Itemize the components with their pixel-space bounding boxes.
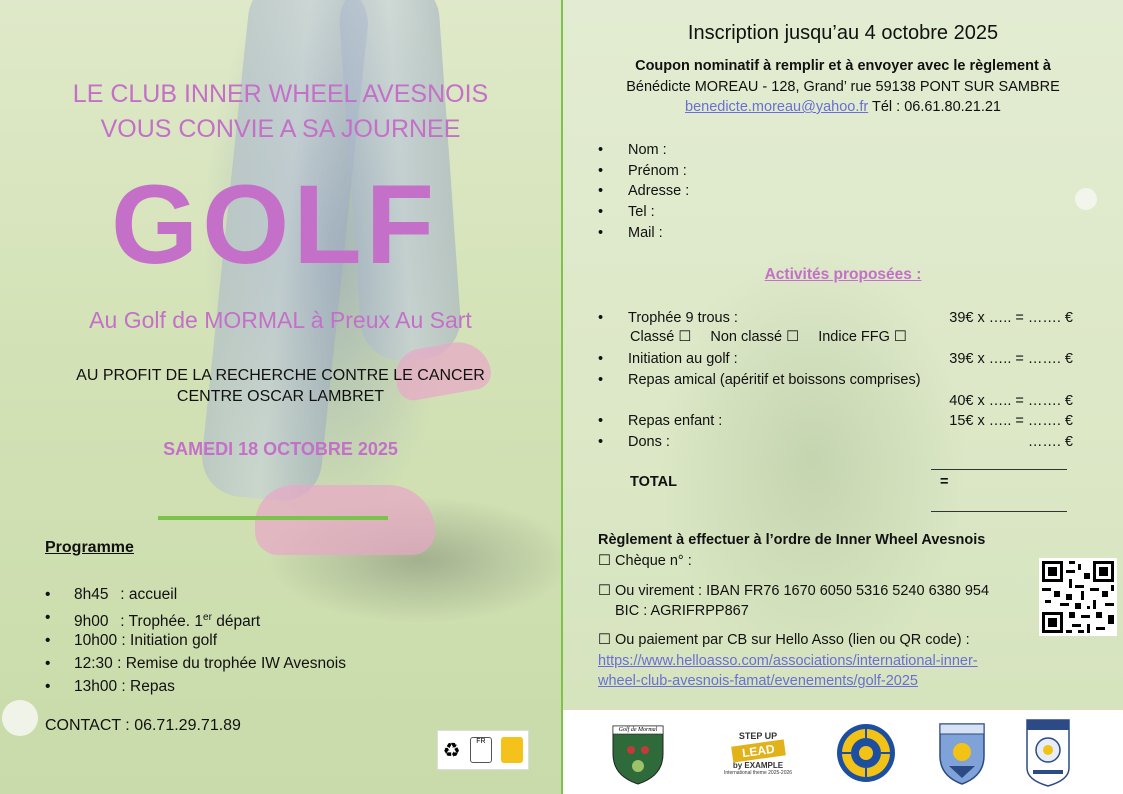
programme-item: • 10h00 : Initiation golf [45,629,346,652]
option-non-classe[interactable]: Non classé ☐ [710,329,800,345]
inner-wheel-district-logo [937,720,987,786]
divider-bar [158,516,388,520]
background-shoe-left [255,485,435,555]
theme-text: International theme 2025-2026 [723,769,793,776]
golf-ball-image [2,700,38,736]
registration-deadline: Inscription jusqu’au 4 octobre 2025 [687,22,999,44]
total-line-top [931,469,1067,470]
lead-text: LEAD [731,739,785,762]
left-panel [0,0,561,794]
golf-mormal-logo [609,720,667,786]
activity-dons: • Dons : ……. € [598,434,1073,450]
field-nom[interactable]: • Nom : [598,140,689,161]
activity-repas: • Repas amical (apéritif et boissons comprises) [598,372,921,388]
payment-virement[interactable]: ☐ Ou virement : IBAN FR76 1670 6050 5316 5240 6380 954 [598,583,990,599]
payment-cheque[interactable]: ☐ Chèque n° : [598,553,692,569]
total-line-bottom [931,511,1067,512]
programme-list [45,583,346,698]
by-example-text: by EXAMPLE [732,760,784,770]
yellow-bin-icon [501,737,523,763]
recycling-logo [437,730,529,770]
phone: Tél : 06.61.80.21.21 [868,99,1001,115]
postal-address: Bénédicte MOREAU - 128, Grand’ rue 59138 PONT SUR SAMBRE [626,79,1060,95]
beneficiary-line2: CENTRE OSCAR LAMBRET [176,388,385,405]
programme-title: Programme [45,539,134,556]
payment-cb[interactable]: ☐ Ou paiement par CB sur Hello Asso (lien ou QR code) : [598,632,970,648]
mormal-logo-text: Golf de Mormal [618,727,658,733]
activity-enfant: • Repas enfant : 15€ x ….. = ……. € [598,413,1073,429]
activity-initiation: • Initiation au golf : 39€ x ….. = ……. € [598,351,1073,367]
club-title-line2: VOUS CONVIE A SA JOURNEE [100,115,461,143]
event-date: SAMEDI 18 OCTOBRE 2025 [163,439,398,459]
payment-title: Règlement à effectuer à l’ordre de Inner Wheel Avesnois [598,532,986,548]
programme-item: • 9h00 : Trophée. 1er départ [45,606,346,629]
activity-trophee: • Trophée 9 trous : 39€ x ….. = ……. € [598,310,1073,326]
rotary-logo [835,720,897,786]
inner-wheel-club-logo [1023,720,1073,786]
activities-title: Activités proposées : [764,266,922,283]
total-label: TOTAL [630,474,677,490]
contact: CONTACT : 06.71.29.71.89 [45,717,241,734]
coupon-heading: Coupon nominatif à remplir et à envoyer avec le règlement à [635,58,1051,74]
golf-ball-image [1075,188,1097,210]
golf-headline: GOLF [110,162,439,287]
registration-fields [598,140,689,243]
recycle-person-icon: ♻ [442,739,461,762]
step-up-text: STEP UP [738,730,778,741]
field-prenom[interactable]: • Prénom : [598,161,689,182]
field-tel[interactable]: • Tel : [598,202,689,223]
activity-repas-price: 40€ x ….. = ……. € [949,393,1073,409]
field-adresse[interactable]: • Adresse : [598,181,689,202]
programme-item: • 13h00 : Repas [45,675,346,698]
qr-code[interactable] [1039,558,1117,636]
programme-item: • 12:30 : Remise du trophée IW Avesnois [45,652,346,675]
option-indice-ffg[interactable]: Indice FFG ☐ [818,329,907,345]
step-up-lead-logo [713,720,803,786]
trophee-options [630,329,922,345]
venue: Au Golf de MORMAL à Preux Au Sart [89,307,472,333]
option-classe[interactable]: Classé ☐ [630,329,692,345]
partner-logos [563,710,1123,794]
club-title-line1: LE CLUB INNER WHEEL AVESNOIS [72,80,489,108]
programme-item: • 8h45 : accueil [45,583,346,606]
contact-line [563,99,1123,115]
helloasso-link-line2[interactable]: wheel-club-avesnois-famat/evenements/golf-2025 [598,673,918,689]
helloasso-link-line1[interactable]: https://www.helloasso.com/associations/international-inner- [598,653,978,669]
field-mail[interactable]: • Mail : [598,223,689,244]
email-link[interactable]: benedicte.moreau@yahoo.fr [685,99,869,115]
payment-bic: BIC : AGRIFRPP867 [615,603,749,619]
beneficiary-line1: AU PROFIT DE LA RECHERCHE CONTRE LE CANCER [76,367,485,384]
total-equals: = [940,474,949,490]
triman-box-icon: FR [470,737,492,763]
right-panel [563,0,1123,794]
